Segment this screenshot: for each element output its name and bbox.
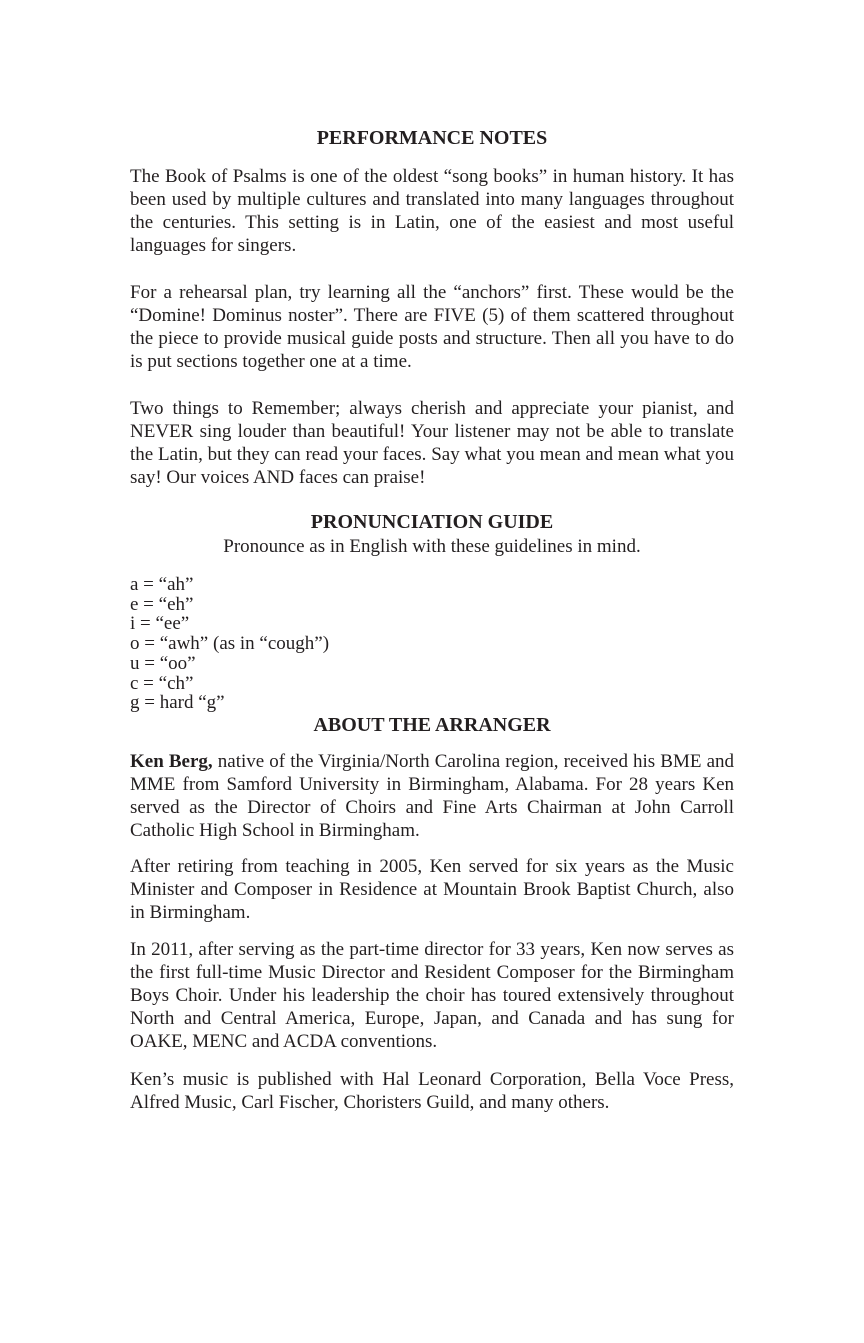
pronunciation-list	[130, 575, 734, 713]
arranger-bio: Ken Berg, native of the Virginia/North Carolina region, received his BME and MME from Samford University in Birmingham, Alabama. For 28 years Ken served as the Director of Choirs and Fine Arts Chairman at John Carroll Catholic High School in Birmingham.	[130, 751, 734, 841]
list-item: o = “awh” (as in “cough”)	[130, 633, 330, 655]
performance-notes-paragraph: Two things to Remember; always cherish and appreciate your pianist, and NEVER sing louder than beautiful! Your listener may not be able to translate the Latin, but they can read your faces. Say what you mean and mean what you say! Our voices AND faces can praise!	[130, 398, 734, 488]
list-item: g = hard “g”	[130, 692, 225, 714]
performance-notes-title: PERFORMANCE NOTES	[316, 127, 548, 149]
list-item: i = “ee”	[130, 613, 190, 635]
arranger-paragraph: After retiring from teaching in 2005, Ken served for six years as the Music Minister and Composer in Residence at Mountain Brook Baptist Church, also in Birmingham.	[130, 856, 734, 923]
list-item: u = “oo”	[130, 652, 196, 674]
performance-notes-paragraph: For a rehearsal plan, try learning all the “anchors” first. These would be the “Domine! Dominus noster”. There are FIVE (5) of them scattered throughout the piece to provide musical guide posts and structure. Then all you have to do is put sections together one at a time.	[130, 282, 734, 372]
list-item: a = “ah”	[130, 574, 194, 595]
list-item: c = “ch”	[130, 672, 194, 694]
list-item: e = “eh”	[130, 593, 194, 615]
pronunciation-subtitle: Pronounce as in English with these guidelines in mind.	[223, 536, 641, 557]
arranger-paragraph: In 2011, after serving as the part-time director for 33 years, Ken now serves as the first full-time Music Director and Resident Composer for the Birmingham Boys Choir. Under his leadership the choir has toured extensively throughout North and Central America, Europe, Japan, and Canada and has sung for OAKE, MENC and ACDA conventions.	[130, 939, 734, 1052]
arranger-paragraph: Ken’s music is published with Hal Leonard Corporation, Bella Voce Press, Alfred Music, Carl Fischer, Choristers Guild, and many others.	[130, 1069, 734, 1113]
arranger-name: Ken Berg,	[130, 751, 213, 772]
pronunciation-title: PRONUNCIATION GUIDE	[310, 511, 554, 533]
performance-notes-paragraph: The Book of Psalms is one of the oldest “song books” in human history. It has been used by multiple cultures and translated into many languages throughout the centuries. This setting is in Latin, one of the easiest and most useful languages for singers.	[130, 166, 734, 256]
arranger-title: ABOUT THE ARRANGER	[313, 714, 551, 736]
